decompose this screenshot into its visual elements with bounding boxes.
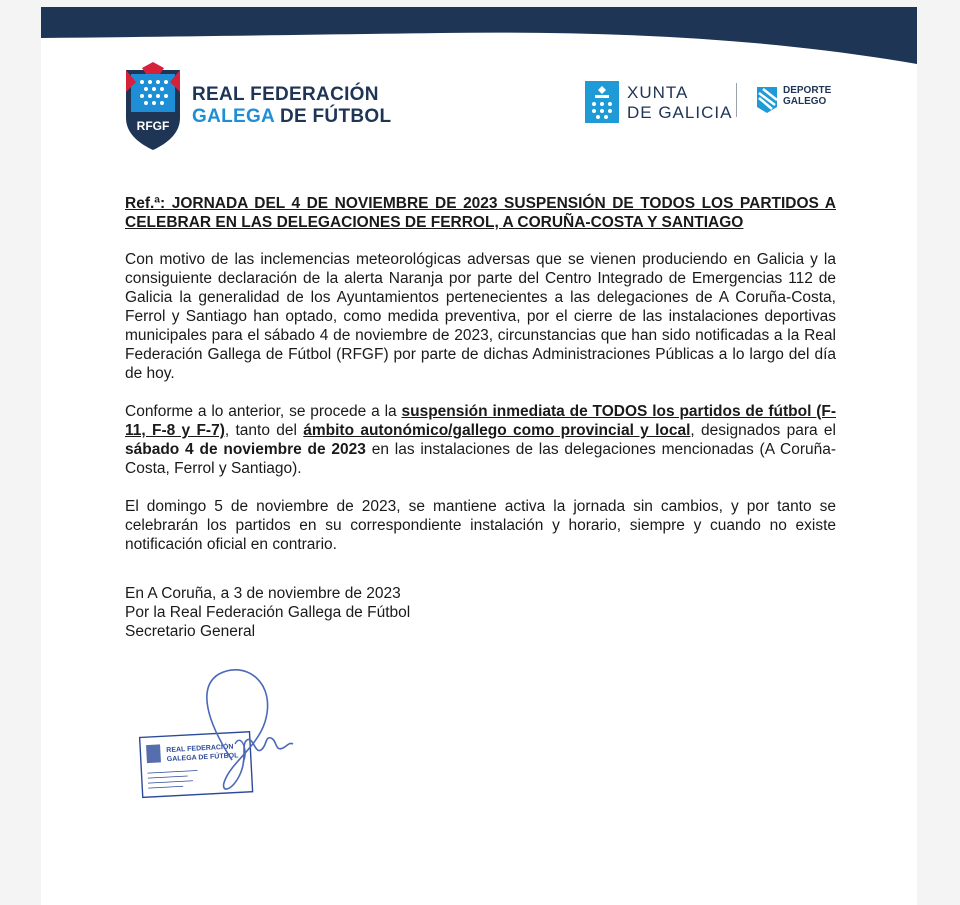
letter-body — [125, 194, 836, 573]
stamp-line1: REAL FEDERACIÓN — [166, 743, 234, 755]
reference-title: Ref.ª: JORNADA DEL 4 DE NOVIEMBRE DE 2023 SUSPENSIÓN DE TODOS LOS PARTIDOS A CELEBRAR EN LAS DELEGACIONES DE FERROL, A CORUÑA-COSTA Y SANTIAGO — [125, 195, 836, 231]
xunta-line1: XUNTA — [627, 83, 689, 102]
paragraph-1: Con motivo de las inclemencias meteorológicas adversas que se vienen produciendo en Galicia y la consiguiente declaración de la alerta Naranja por parte del Centro Integrado de Emergencias 112 de Galicia la generalidad de los Ayuntamientos pertenecientes a las delegaciones de A Coruña-Costa, Ferrol y Santiago han optado, como medida preventiva, por el cierre de las instalaciones deportivas municipales para el sábado 4 de noviembre de 2023, circunstancias que han sido notificadas a la Real Federación Gallega de Fútbol (RFGF) por parte de dichas Administraciones Públicas a lo largo del día de hoy. — [125, 251, 836, 382]
rfgf-wordmark-line1: REAL FEDERACIÓN — [192, 84, 379, 105]
rfgf-wordmark — [192, 84, 391, 128]
top-header-band — [41, 7, 917, 67]
document-page — [41, 7, 917, 905]
closing-block — [125, 584, 410, 641]
deporte-wordmark — [783, 85, 831, 107]
stamp-line2: GALEGA DE FÚTBOL — [166, 752, 239, 764]
signer-role: Secretario General — [125, 623, 256, 640]
rfgf-crest-icon — [122, 62, 184, 152]
logo-divider — [736, 83, 737, 117]
deporte-line1: DEPORTE — [783, 85, 832, 96]
rfgf-wordmark-line2: GALEGA DE FÚTBOL — [192, 106, 392, 127]
deporte-galego-icon — [755, 85, 779, 115]
signing-organization: Por la Real Federación Gallega de Fútbol — [125, 604, 411, 621]
place-date: En A Coruña, a 3 de noviembre de 2023 — [125, 585, 401, 602]
xunta-line2: DE GALICIA — [627, 103, 733, 122]
xunta-wordmark — [627, 83, 732, 123]
paragraph-3: El domingo 5 de noviembre de 2023, se mantiene activa la jornada sin cambios, y por tanto se celebrarán los partidos en su correspondiente instalación y horario, siempre y cuando no existe notificación oficial en contrario. — [125, 498, 836, 553]
xunta-emblem-icon — [585, 81, 619, 123]
paragraph-2: Conforme a lo anterior, se procede a la suspensión inmediata de TODOS los partidos de fútbol (F-11, F-8 y F-7), tanto del ámbito autonómico/gallego como provincial y local, designados para el sábado 4 de noviembre de 2023 en las instalaciones de las delegaciones mencionadas (A Coruña-Costa, Ferrol y Santiago). — [125, 403, 837, 477]
xunta-deporte-logo — [585, 81, 845, 133]
signature-stamp — [137, 662, 297, 807]
rfgf-crest-text: RFGF — [136, 119, 170, 133]
rfgf-logo — [122, 62, 452, 154]
deporte-line2: GALEGO — [783, 96, 827, 107]
